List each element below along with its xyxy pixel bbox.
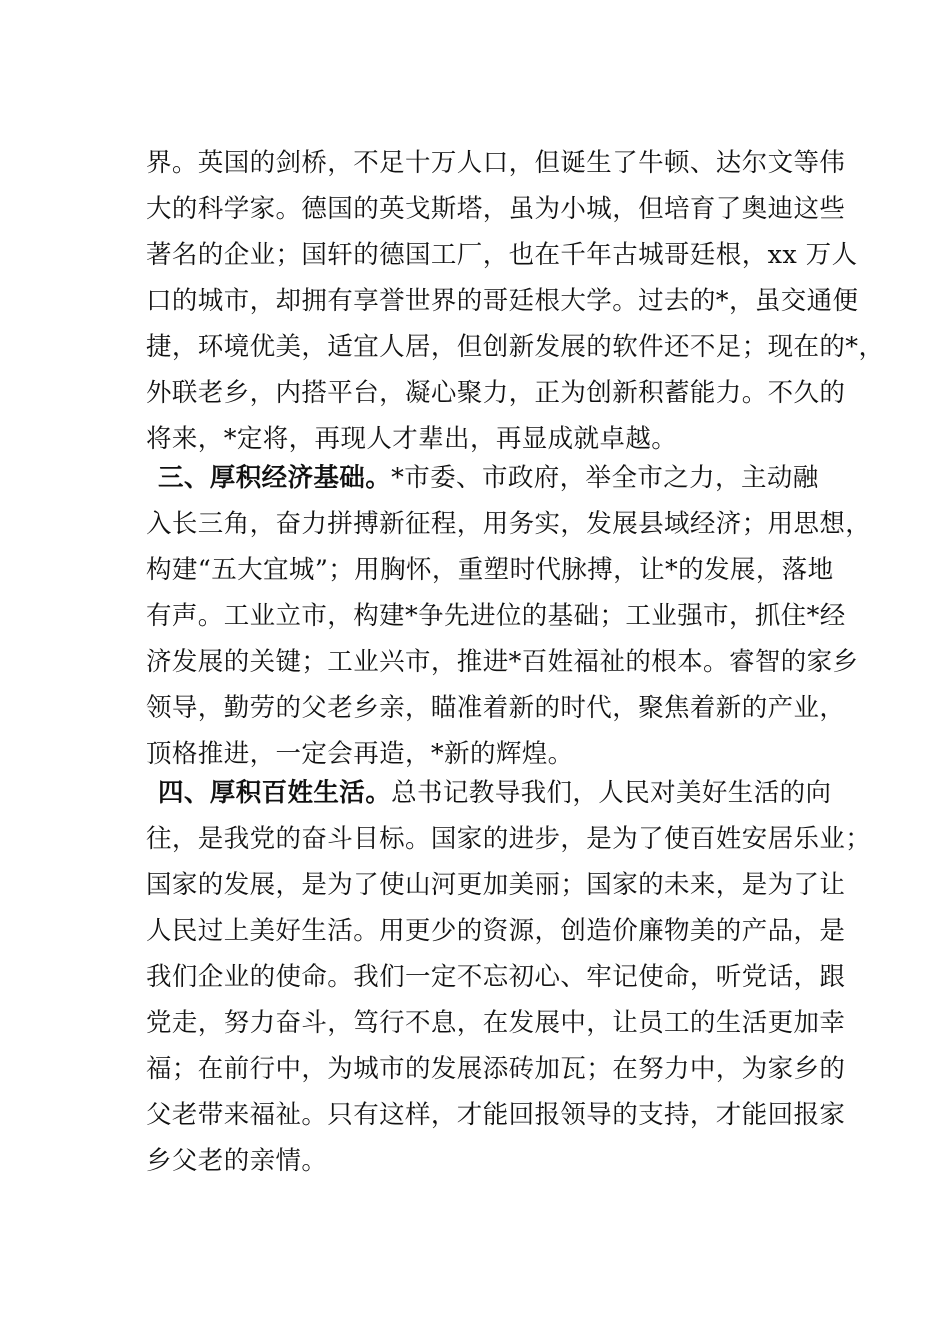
paragraph-line: 乡父老的亲情。 <box>146 1146 328 1176</box>
paragraph-line: 捷，环境优美，适宜人居，但创新发展的软件还不足；现在的*， <box>146 332 885 362</box>
paragraph-line: 构建“五大宜城”；用胸怀，重塑时代脉搏，让*的发展，落地 <box>146 555 834 585</box>
paragraph-line: 顶格推进，一定会再造，*新的辉煌。 <box>146 739 574 769</box>
section-3-heading: 三、厚积经济基础。 <box>158 463 392 493</box>
section-4-heading: 四、厚积百姓生活。 <box>158 778 392 808</box>
paragraph-line: 济发展的关键；工业兴市，推进*百姓福祉的根本。睿智的家乡 <box>146 647 859 677</box>
paragraph-line: 著名的企业；国轩的德国工厂，也在千年古城哥廷根，xx 万人 <box>146 240 858 270</box>
paragraph-line: 大的科学家。德国的英戈斯塔，虽为小城，但培育了奥迪这些 <box>146 194 846 224</box>
paragraph-line: 外联老乡，内搭平台，凝心聚力，正为创新积蓄能力。不久的 <box>146 378 846 408</box>
paragraph-line: 人民过上美好生活。用更少的资源，创造价廉物美的产品，是 <box>146 916 846 946</box>
paragraph-line: 口的城市，却拥有享誉世界的哥廷根大学。过去的*，虽交通便 <box>146 286 859 316</box>
paragraph-line: 党走，努力奋斗，笃行不息，在发展中，让员工的生活更加幸 <box>146 1008 846 1038</box>
paragraph-line: 有声。工业立市，构建*争先进位的基础；工业强市，抓住*经 <box>146 601 846 631</box>
paragraph-line: 父老带来福祉。只有这样，才能回报领导的支持，才能回报家 <box>146 1100 846 1130</box>
section-4-first-line <box>158 770 831 816</box>
paragraph-line: 我们企业的使命。我们一定不忘初心、牢记使命，听党话，跟 <box>146 962 846 992</box>
section-3-first-line-text: *市委、市政府，举全市之力，主动融 <box>391 463 819 493</box>
paragraph-line: 福；在前行中，为城市的发展添砖加瓦；在努力中，为家乡的 <box>146 1054 846 1084</box>
paragraph-line: 领导，勤劳的父老乡亲，瞄准着新的时代，聚焦着新的产业， <box>146 693 846 723</box>
paragraph-line: 将来，*定将，再现人才辈出，再显成就卓越。 <box>146 424 678 454</box>
section-3-first-line <box>158 455 819 501</box>
paragraph-line: 国家的发展，是为了使山河更加美丽；国家的未来，是为了让 <box>146 870 846 900</box>
paragraph-line: 入长三角，奋力拼搏新征程，用务实，发展县域经济；用思想， <box>146 509 872 539</box>
paragraph-line: 往，是我党的奋斗目标。国家的进步，是为了使百姓安居乐业； <box>146 824 872 854</box>
section-4-first-line-text: 总书记教导我们，人民对美好生活的向 <box>391 778 832 808</box>
paragraph-line: 界。英国的剑桥，不足十万人口，但诞生了牛顿、达尔文等伟 <box>146 148 846 178</box>
